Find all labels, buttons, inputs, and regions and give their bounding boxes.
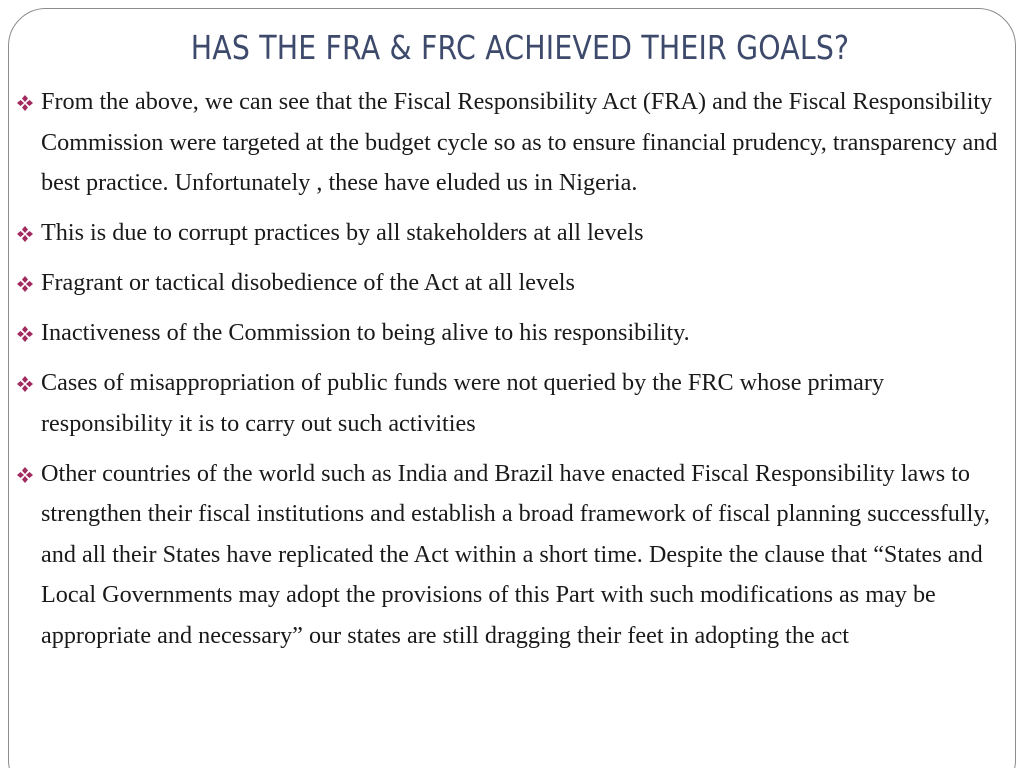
four-diamond-bullet-icon: [16, 466, 34, 484]
bullet-item: [16, 82, 1016, 204]
bullet-item: [16, 213, 1016, 254]
bullet-item: [16, 363, 1016, 444]
four-diamond-bullet-icon: [16, 325, 34, 343]
bullet-item: [16, 454, 1016, 657]
four-diamond-bullet-icon: [16, 275, 34, 293]
bullet-text: Inactiveness of the Commission to being alive to his responsibility.: [41, 319, 690, 346]
bullet-text: Other countries of the world such as India and Brazil have enacted Fiscal Responsibility laws to strengthen their fiscal institutions and establish a broad framework of fiscal planning successfully, and all their States have replicated the Act within a short time. Despite the clause that “States and Local Governments may adopt the provisions of this Part with such modifications as may be appropriate and necessary” our states are still dragging their feet in adopting the act: [41, 459, 990, 649]
bullet-item: [16, 313, 1016, 354]
bullet-text: Cases of misappropriation of public funds were not queried by the FRC whose primary responsibility it is to carry out such activities: [41, 369, 885, 437]
bullet-text: From the above, we can see that the Fiscal Responsibility Act (FRA) and the Fiscal Responsibility Commission were targeted at the budget cycle so as to ensure financial prudency, transparency and best practice. Unfortunately , these have eluded us in Nigeria.: [41, 88, 998, 196]
bullet-list: [16, 82, 1016, 666]
four-diamond-bullet-icon: [16, 375, 34, 393]
bullet-text: This is due to corrupt practices by all stakeholders at all levels: [41, 219, 644, 246]
four-diamond-bullet-icon: [16, 94, 34, 112]
slide-title: HAS THE FRA & FRC ACHIEVED THEIR GOALS?: [190, 28, 850, 67]
bullet-text: Fragrant or tactical disobedience of the Act at all levels: [41, 269, 575, 296]
four-diamond-bullet-icon: [16, 225, 34, 243]
bullet-item: [16, 263, 1016, 304]
